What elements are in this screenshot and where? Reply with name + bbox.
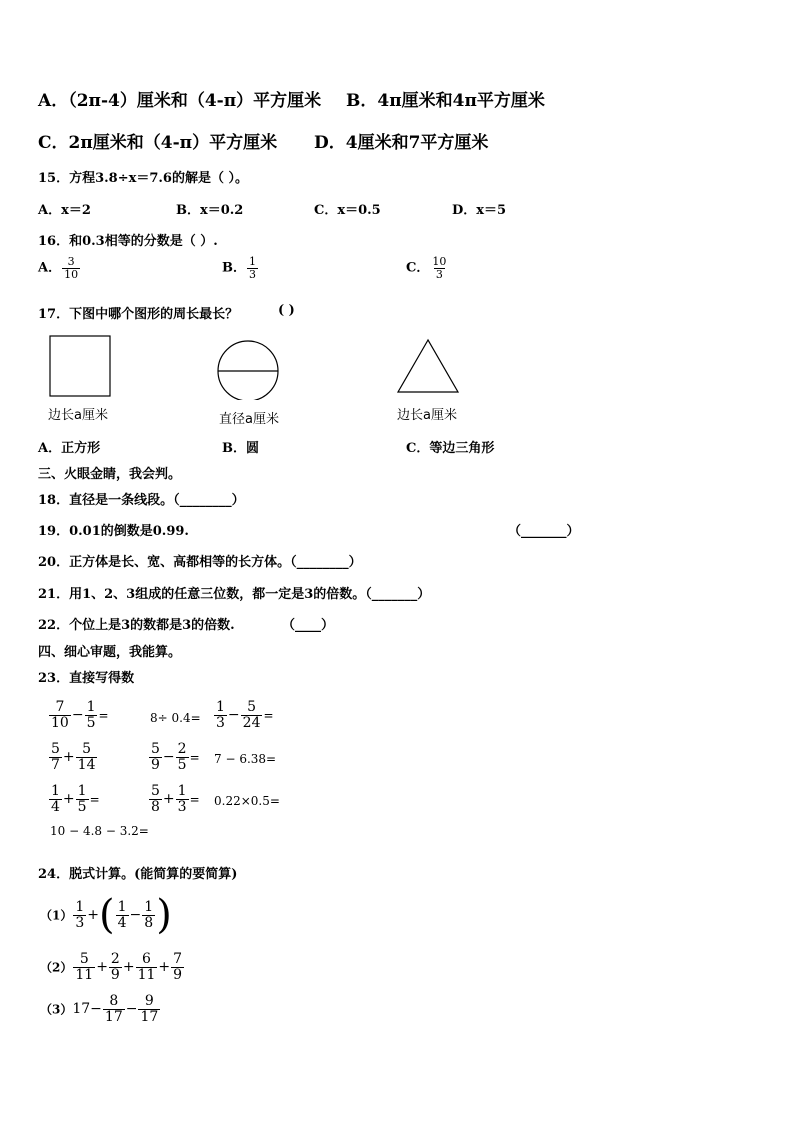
- open-paren: (: [99, 892, 115, 938]
- q21: 21．用1、2、3组成的任意三位数，都一定是3的倍数。（_______）: [38, 587, 431, 602]
- q15-stem: 15．方程3.8÷x＝7.6的解是（ ）。: [38, 171, 248, 186]
- q17-answer-paren: ( ): [278, 303, 295, 318]
- q23-expr-10: 10 − 4.8 − 3.2=: [50, 824, 149, 838]
- q17-stem: 17．下图中哪个图形的周长最长？: [38, 307, 239, 322]
- q24-stem: 24．脱式计算。(能简算的要简算): [38, 867, 238, 882]
- q23-expr-8: $\frac{5}{8}$ + $\frac{1}{3}$ =: [151, 783, 200, 815]
- q14-option-d: D．4厘米和7平方厘米: [314, 133, 489, 153]
- q17-option-a: A．正方形: [38, 441, 101, 456]
- q20: 20．正方体是长、宽、高都相等的长方体。（________）: [38, 555, 362, 570]
- triangle-shape: [398, 340, 458, 392]
- q17-option-b: B．圆: [222, 441, 259, 456]
- q22-answer-paren: （____）: [282, 618, 335, 633]
- q16-stem: 16．和0.3相等的分数是（ ）.: [38, 234, 218, 249]
- q14-option-c: C．2π厘米和（4-π）平方厘米: [38, 133, 278, 153]
- q19: 19．0.01的倒数是0.99.: [38, 524, 189, 539]
- section-4-title: 四、细心审题，我能算。: [38, 645, 182, 660]
- q23-expr-4: $\frac{5}{7}$ + $\frac{5}{14}$: [51, 741, 96, 773]
- q23-expr-5: $\frac{5}{9}$ − $\frac{2}{5}$ =: [151, 741, 200, 773]
- q23-stem: 23．直接写得数: [38, 671, 135, 686]
- q23-expr-2: 8÷ 0.4=: [150, 711, 201, 725]
- square-shape: [50, 336, 110, 396]
- q19-answer-paren: （_______）: [508, 524, 580, 539]
- q22: 22．个位上是3的数都是3的倍数.: [38, 618, 235, 633]
- q23-expr-1: $\frac{7}{10}$ − $\frac{1}{5}$ =: [51, 699, 109, 731]
- circle-caption: 直径a厘米: [219, 412, 279, 427]
- q15-option-b: B．x＝0.2: [176, 203, 244, 218]
- q23-expr-6: 7 − 6.38=: [214, 752, 277, 766]
- q14-option-a: A．（2π-4）厘米和（4-π）平方厘米: [38, 91, 322, 111]
- q18: 18．直径是一条线段。（________）: [38, 493, 245, 508]
- q23-expr-7: $\frac{1}{4}$ + $\frac{1}{5}$ =: [51, 783, 100, 815]
- q24-problem-3: （3）17− $\frac{8}{17}$ − $\frac{9}{17}$: [40, 993, 159, 1025]
- q17-option-c: C．等边三角形: [406, 441, 495, 456]
- q16-option-a: A． $\frac{3}{10}$: [38, 255, 79, 281]
- q23-expr-9: 0.22×0.5=: [214, 794, 280, 808]
- square-caption: 边长a厘米: [48, 408, 108, 423]
- q24-problem-1: （1） $\frac{1}{3}$ +( $\frac{1}{4}$ − $\frac{1}{8}$ ): [40, 892, 172, 938]
- q23-expr-3: $\frac{1}{3}$ − $\frac{5}{24}$ =: [216, 699, 274, 731]
- close-paren: ): [156, 892, 172, 938]
- q15-option-c: C．x＝0.5: [314, 203, 381, 218]
- section-3-title: 三、火眼金睛，我会判。: [38, 467, 182, 482]
- q24-problem-2: （2） $\frac{5}{11}$ + $\frac{2}{9}$ + $\frac{6}{11}$ + $\frac{7}{9}$: [40, 951, 183, 983]
- q17-figures: [0, 330, 794, 400]
- q15-option-a: A．x＝2: [38, 203, 91, 218]
- q14-option-b: B．4π厘米和4π平方厘米: [346, 91, 545, 111]
- q16-option-c: C． $\frac{10}{3}$: [406, 255, 447, 281]
- q15-option-d: D．x＝5: [452, 203, 507, 218]
- triangle-caption: 边长a厘米: [397, 408, 457, 423]
- q16-option-b: B． $\frac{1}{3}$: [222, 255, 256, 281]
